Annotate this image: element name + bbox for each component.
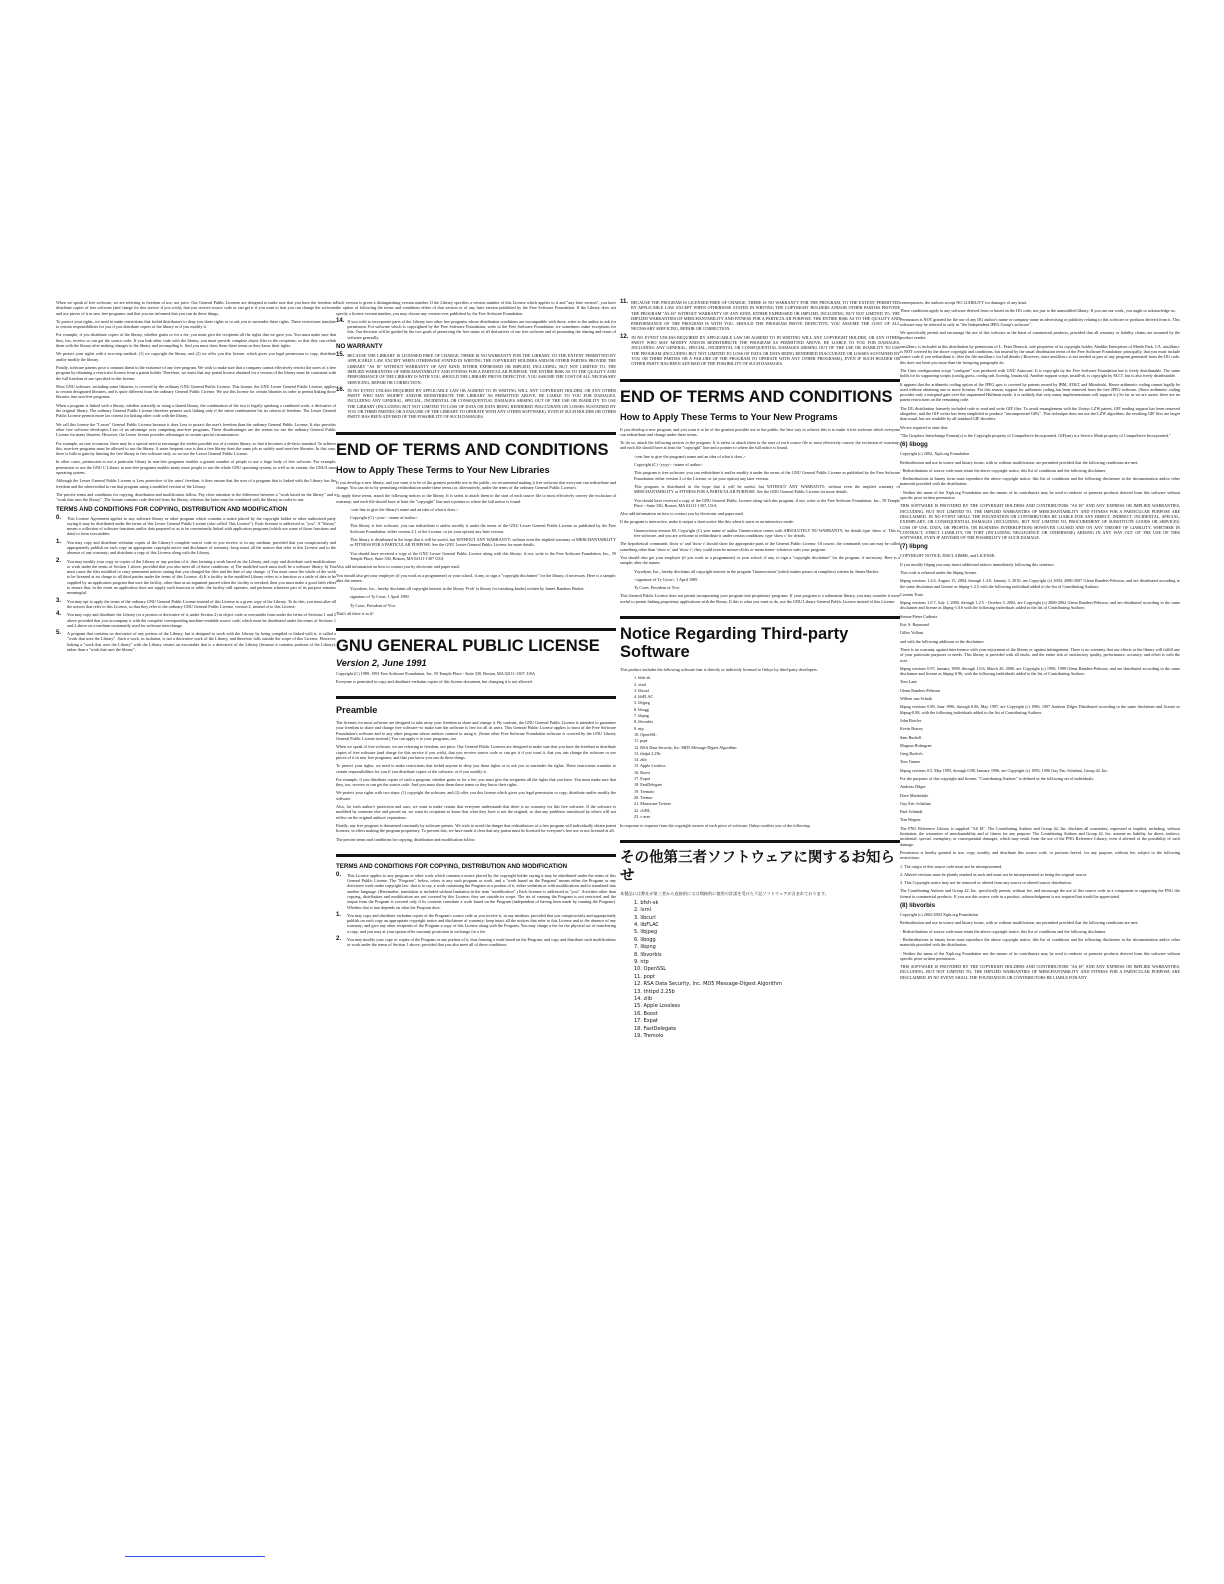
clause-number: 0. — [336, 871, 342, 878]
list-item: 23. c-ares — [634, 813, 651, 819]
paragraph: 3. This Copyright notice may not be removed or altered from any source or altered source distribution. — [900, 880, 1072, 886]
list-item: 7. libpng — [634, 713, 649, 719]
paragraph: Yoyodyne, Inc., hereby disclaims all copyright interest in the library 'Frob' (a library for tweaking knobs) written by James Random Hacker. — [350, 586, 585, 592]
gpl-sample-disclaimer — [620, 569, 900, 591]
numbered-clause — [56, 631, 336, 652]
list-item: 17. Expat — [634, 776, 651, 782]
paragraph: Copyright (C) <year> <name of author> — [350, 515, 418, 521]
paragraph: If you develop a new library, and you want it to be of the greatest possible use to the public, we recommend making it free software that everyone can redistribute and change. You can do so by permitting redistribution under these terms (or, alternatively, under the terms of the ordinary General Public License). — [336, 479, 616, 490]
list-item: 16. Boost — [634, 1010, 658, 1017]
paragraph: If you develop a new program, and you want it to be of the greatest possible use to the public, the best way to achieve this is to make it free software which everyone can redistribute and change under these terms. — [620, 426, 900, 437]
section-rule — [336, 628, 616, 631]
gpl-end-title: END OF TERMS AND CONDITIONS — [620, 387, 893, 406]
paragraph: Each version is given a distinguishing version number. If the Library specifies a version number of this License which applies to it and "any later version", you have the option of following the terms and conditions either of that version or of any later version published by the Free Software Foundation. If the Library does not specify a license version number, you may choose any version ever published by the Free Software Foundation. — [336, 300, 616, 316]
gpl-interactive-paragraph: If the program is interactive, make it output a short notice like this when it starts in an interactive mode: — [620, 519, 794, 525]
clause-text: You may modify your copy or copies of the Program or any portion of it, thus forming a work based on the Program, and copy and distribute such modifications or work under the terms of Section 1 above, provided that you also meet all of these conditions: — [347, 937, 616, 948]
paragraph: Glenn Randers-Pehrson — [900, 687, 940, 693]
gpl-final-paragraph: This General Public License does not permit incorporating your program into proprietary programs. If your program is a subroutine library, you may consider it more useful to permit linking proprietary applications with the library. If this is what you want to do, use the GNU Library General Public License instead of this License. — [620, 593, 900, 604]
numbered-clause — [336, 937, 616, 948]
ijg-paragraphs — [900, 300, 1180, 438]
paragraph: - Redistributions of source code must retain the above copyright notice, this list of conditions and the following disclaimer. — [900, 467, 1107, 473]
clause-text: This License applies to any program or other work which contains a notice placed by the copyright holder saying it may be distributed under the terms of this General Public License. The "Program", below, refers to any such program or work, and a "work based on the Program" means either the Program or any derivative work under copyright law: that is to say, a work containing the Program or a portion of it, either verbatim or with modifications and/or translated into another language. (Hereinafter, translation is included without limitation in the term "modification".) Each licensee is addressed as "you". Activities other than copying, distribution and modification are not covered by this License; they are outside its scope. The act of running the Program is not restricted, and the output from the Program is covered only if its contents constitute a work based on the Program (independent of having been made by running the Program). Whether that is true depends on what the Program does. — [347, 872, 616, 910]
column-4 — [900, 300, 1180, 983]
paragraph: THIS SOFTWARE IS PROVIDED BY THE COPYRIGHT HOLDERS AND CONTRIBUTORS "AS IS" AND ANY EXPRESS OR IMPLIED WARRANTIES, INCLUDING, BUT NOT LIMITED TO, THE IMPLIED WARRANTIES OF MERCHANTABILITY AND FITNESS FOR A PARTICULAR PURPOSE ARE DISCLAIMED. IN NO EVENT SHALL THE FOUNDATION OR CONTRIBUTORS BE LIABLE FOR ANY DIRECT, INDIRECT, INCIDENTAL, SPECIAL, EXEMPLARY, OR CONSEQUENTIAL DAMAGES (INCLUDING, BUT NOT LIMITED TO, PROCUREMENT OF SUBSTITUTE GOODS OR SERVICES; LOSS OF USE, DATA, OR PROFITS; OR BUSINESS INTERRUPTION) HOWEVER CAUSED AND ON ANY THEORY OF LIABILITY, WHETHER IN CONTRACT, STRICT LIABILITY, OR TORT (INCLUDING NEGLIGENCE OR OTHERWISE) ARISING IN ANY WAY OUT OF THE USE OF THIS SOFTWARE, EVEN IF ADVISED OF THE POSSIBILITY OF SUCH DAMAGE. — [900, 503, 1180, 541]
clause-text: IN NO EVENT UNLESS REQUIRED BY APPLICABLE LAW OR AGREED TO IN WRITING WILL ANY COPYRIGHT HOLDER, OR ANY OTHER PARTY WHO MAY MODIFY AND/OR REDISTRIBUTE THE LIBRARY AS PERMITTED ABOVE, BE LIABLE TO YOU FOR DAMAGES, INCLUDING ANY GENERAL, SPECIAL, INCIDENTAL OR CONSEQUENTIAL DAMAGES ARISING OUT OF THE USE OR INABILITY TO USE THE LIBRARY (INCLUDING BUT NOT LIMITED TO LOSS OF DATA OR DATA BEING RENDERED INACCURATE OR LOSSES SUSTAINED BY YOU OR THIRD PARTIES OR A FAILURE OF THE LIBRARY TO OPERATE WITH ANY OTHER SOFTWARE), EVEN IF SUCH HOLDER OR OTHER PARTY HAS BEEN ADVISED OF THE POSSIBILITY OF SUCH DAMAGES. — [347, 387, 616, 420]
libpng-title: (7) libpng — [900, 543, 928, 551]
paragraph: Tom Tanner — [900, 759, 921, 765]
list-item: 17. Expat — [634, 1018, 658, 1025]
paragraph: Kevin Bracey — [900, 726, 924, 732]
paragraph: "The Graphics Interchange Format(c) is the Copyright property of CompuServe Incorporated. GIF(sm) is a Service Mark property of CompuServe Incorporated." — [900, 432, 1171, 438]
paragraph: There is no warranty against interference with your enjoyment of the library or against infringement. There is no warranty that our efforts or the library will fulfill any of your particular purposes or needs. This library is provided with all faults, and the entire risk of satisfactory quality, performance, accuracy, and effort is with the user. — [900, 646, 1180, 663]
gpl-notice-block — [620, 454, 900, 508]
list-item: 15. Apple Lossless — [634, 1003, 681, 1010]
list-item: 12. RSA Data Security, Inc. MD5 Message-Digest Algorithm — [634, 981, 782, 988]
paragraph: libpng versions 1.0.7, July 1, 2000, through 1.2.5 - October 3, 2002, are Copyright (c) 2000-2002 Glenn Randers-Pehrson, and are distributed according to the same disclaimer and license as libpng-1.0.6 with the following individuals added to the list of Contributing Authors: — [900, 600, 1180, 611]
paragraph: COPYRIGHT NOTICE, DISCLAIMER, and LICENSE: — [900, 553, 996, 559]
third-party-software-list — [620, 675, 900, 819]
list-item: 8. libvorbis — [634, 719, 654, 725]
paragraph: Finally, software patents pose a constant threat to the existence of any free program. We wish to make sure that a company cannot effectively restrict the users of a free program by obtaining a restrictive license from a patent holder. Therefore, we insist that any patent license obtained for a version of the library must be consistent with the full freedom of use specified in this license. — [56, 364, 336, 381]
lgpl-notice-block — [336, 507, 616, 561]
list-item: 9. ntp — [634, 958, 649, 965]
paragraph: Permission is hereby granted to use, copy, modify, and distribute this source code, or portions hereof, for any purpose, without fee, subject to the following restrictions: — [900, 849, 1180, 861]
list-item: 3. libcurl — [634, 914, 656, 921]
paragraph: This code is released under the libpng license. — [900, 569, 978, 575]
list-item: 14. zlib — [634, 757, 647, 763]
paragraph: Willem van Schaik — [900, 696, 932, 702]
column-1 — [56, 300, 336, 655]
clause-number: 2. — [336, 936, 342, 943]
libogg-title: (6) libogg — [900, 441, 928, 449]
paragraph: ansi2knr.c is included in this distribution by permission of L. Peter Deutsch, sole proprietor of its copyright holder, Aladdin Enterprises of Menlo Park, CA. ansi2knr.c is NOT covered by the above copyright and conditions, but instead by the usual distribution terms of the Free Software Foundation; principally, that you must include source code if you redistribute it. (See the file ansi2knr.c for full details.) However, since ansi2knr.c is not needed as part of any program generated from the IJG code, this does not limit you more than the foregoing paragraphs do. — [900, 343, 1180, 365]
paragraph: Redistribution and use in source and binary forms, with or without modification, are permitted provided that the following conditions are met: — [900, 459, 1139, 465]
list-item: 4. libFLAC — [634, 694, 654, 700]
paragraph: This library is distributed in the hope that it will be useful, but WITHOUT ANY WARRANTY; without even the implied warranty of MERCHANTABILITY or FITNESS FOR A PARTICULAR PURPOSE. See the GNU Lesser General Public License for more details. — [350, 537, 616, 548]
paragraph: We call this license the "Lesser" General Public License because it does Less to protect the user's freedom than the ordinary General Public License. It also provides other free software developers Less of an advantage over competing non-free programs. These disadvantages are the reason we use the ordinary General Public License for many libraries. However, the Lesser license provides advantages in certain special circumstances. — [56, 421, 336, 438]
third-party-response: In response to requests from the copyright owners of each piece of software, Onkyo notifies you of the following: — [620, 823, 811, 829]
paragraph: For example, if you distribute copies of such a program, whether gratis or for a fee, you must give the recipients all the rights that you have. You must make sure that they, too, receive or can get the source code. And you must show them these terms so they know their rights. — [336, 776, 616, 788]
lgpl-sample-disclaimer — [336, 586, 616, 608]
clause-text: This License Agreement applies to any software library or other program which contains a notice placed by the copyright holder or other authorized party saying it may be distributed under the terms of this Lesser General Public License (also called "this License"). Each licensee is addressed as "you". A "library" means a collection of software functions and/or data prepared so as to be conveniently linked with application programs (which use some of those functions and data) to form executables. — [67, 515, 336, 537]
list-item: 11. popt — [634, 973, 655, 980]
paragraph: Sam Bushell — [900, 734, 922, 740]
clause-number: 3. — [56, 597, 62, 604]
paragraph: libpng versions 0.97, January 1998, through 1.0.6, March 20, 2000, are Copyright (c) 1998, 1999 Glenn Randers-Pehrson, and are distributed according to the same disclaimer and license as libpng-0.96, with the following individuals added to the list of Contributing Authors: — [900, 665, 1180, 677]
paragraph: John Bowler — [900, 717, 922, 723]
numbered-clause — [620, 335, 900, 367]
clause-text: IN NO EVENT UNLESS REQUIRED BY APPLICABLE LAW OR AGREED TO IN WRITING WILL ANY COPYRIGHT HOLDER, OR ANY OTHER PARTY WHO MAY MODIFY AND/OR REDISTRIBUTE THE PROGRAM AS PERMITTED ABOVE, BE LIABLE TO YOU FOR DAMAGES, INCLUDING ANY GENERAL, SPECIAL, INCIDENTAL OR CONSEQUENTIAL DAMAGES ARISING OUT OF THE USE OR INABILITY TO USE THE PROGRAM (INCLUDING BUT NOT LIMITED TO LOSS OF DATA OR DATA BEING RENDERED INACCURATE OR LOSSES SUSTAINED BY YOU OR THIRD PARTIES OR A FAILURE OF THE PROGRAM TO OPERATE WITH ANY OTHER PROGRAMS), EVEN IF SUCH HOLDER OR OTHER PARTY HAS BEEN ADVISED OF THE POSSIBILITY OF SUCH DAMAGES. — [631, 334, 900, 367]
paragraph: You should have received a copy of the GNU Lesser General Public License along with this library; if not, write to the Free Software Foundation, Inc., 59 Temple Place, Suite 330, Boston, MA 02111-1307 USA — [350, 550, 616, 561]
paragraph: Copyright (C) <yyyy> <name of author> — [634, 462, 703, 468]
list-item: 7. libpng — [634, 944, 656, 951]
paragraph: This library is free software; you can redistribute it and/or modify it under the terms of the GNU Lesser General Public License as published by the Free Software Foundation; either version 2.1 of the License, or (at your option) any later version. — [350, 523, 616, 534]
clause-number: 15. — [336, 352, 345, 359]
lgpl-end-title: END OF TERMS AND CONDITIONS — [336, 440, 609, 459]
clause-text: You may copy and distribute the Library (or a portion or derivative of it, under Section 2) in object code or executable form under the terms of Sections 1 and 2 above provided that you accompany it with the complete corresponding machine-readable source code, which must be distributed under the terms of Sections 1 and 2 above on a medium customarily used for software interchange. — [67, 612, 336, 628]
clause-text: You may copy and distribute verbatim copies of the Library's complete source code as you receive it, in any medium, provided that you conspicuously and appropriately publish on each copy an appropriate copyright notice and disclaimer of warranty; keep intact all the notices that refer to this License and to the absence of any warranty; and distribute a copy of this License along with the Library. — [67, 539, 336, 556]
paragraph: Andreas Dilger — [900, 784, 926, 790]
paragraph: Paul Schmidt — [900, 809, 923, 815]
gpl-terms-heading: TERMS AND CONDITIONS FOR COPYING, DISTRIBUTION AND MODIFICATION — [336, 862, 568, 870]
gpl-terms-items — [336, 873, 616, 948]
paragraph: <one line to give the library's name and an idea of what it does.> — [350, 506, 459, 512]
paragraph: 1. The origin of this source code must not be misrepresented. — [900, 863, 1003, 869]
list-item: 11. popt — [634, 738, 648, 744]
clause-text: BECAUSE THE LIBRARY IS LICENSED FREE OF CHARGE, THERE IS NO WARRANTY FOR THE LIBRARY, TO THE EXTENT PERMITTED BY APPLICABLE LAW. EXCEPT WHEN OTHERWISE STATED IN WRITING THE COPYRIGHT HOLDERS AND/OR OTHER PARTIES PROVIDE THE LIBRARY "AS IS" WITHOUT WARRANTY OF ANY KIND, EITHER EXPRESSED OR IMPLIED, INCLUDING, BUT NOT LIMITED TO, THE IMPLIED WARRANTIES OF MERCHANTABILITY AND FITNESS FOR A PARTICULAR PURPOSE. THE ENTIRE RISK AS TO THE QUALITY AND PERFORMANCE OF THE LIBRARY IS WITH YOU. SHOULD THE LIBRARY PROVE DEFECTIVE, YOU ASSUME THE COST OF ALL NECESSARY SERVICING, REPAIR OR CORRECTION. — [347, 353, 616, 385]
paragraph: You should have received a copy of the GNU General Public License along with this program; if not, write to the Free Software Foundation, Inc., 59 Temple Place - Suite 330, Boston, MA 02111-1307, USA. — [634, 497, 900, 508]
paragraph: <signature of Ty Coon>, 1 April 1989 — [634, 576, 698, 582]
numbered-clause — [336, 319, 616, 340]
paragraph: signature of Ty Coon, 1 April 1990 — [350, 594, 409, 600]
lgpl-warranty-items — [336, 353, 616, 420]
list-item: 18. FastDelegate — [634, 1025, 677, 1032]
paragraph: It appears that the arithmetic coding option of the JPEG spec is covered by patents owned by IBM, AT&T, and Mitsubishi. Hence arithmetic coding cannot legally be used without obtaining one or more licenses. For this reason, support for arithmetic coding has been removed from the free JPEG software. (Since arithmetic coding provides only a marginal gain over the unpatented Huffman mode, it is unlikely that very many implementations will support it.) So far as we are aware, there are no patent restrictions on the remaining code. — [900, 381, 1180, 403]
paragraph: For the purposes of this copyright and license, "Contributing Authors" is defined as the following set of individuals: — [900, 776, 1095, 781]
numbered-clause — [56, 516, 336, 537]
numbered-clause — [336, 913, 616, 934]
paragraph: Simon-Pierre Cadieux — [900, 613, 938, 619]
paragraph: libpng versions 0.5, May 1995, through 0.88, January 1996, are Copyright (c) 1995, 1996 Guy Eric Schalnat, Group 42, Inc. — [900, 767, 1109, 773]
paragraph: consequences, the authors accept NO LIABILITY for damages of any kind. — [900, 300, 1027, 305]
clause-number: 14. — [336, 317, 345, 324]
paragraph: When we speak of free software, we are referring to freedom of use, not price. Our General Public Licenses are designed to make sure that you have the freedom to distribute copies of free software (and charge for this service if you wish); that you receive source code or can get it if you want it; that you can change the software and use pieces of it in new free programs; and that you are informed that you can do these things. — [56, 300, 336, 316]
gpl-interactive-notice — [620, 528, 900, 539]
lgpl-terms-items — [56, 516, 336, 653]
jp-software-list — [620, 900, 900, 1040]
paragraph: libpng versions 0.89, June 1996, through 0.96, May 1997, are Copyright (c) 1996, 1997 Andreas Dilger Distributed according to the same disclaimer and license as libpng-0.88, with the following individuals added to the list of Contributing Authors: — [900, 704, 1180, 715]
paragraph: This program is distributed in the hope that it will be useful, but WITHOUT ANY WARRANTY; without even the implied warranty of MERCHANTABILITY or FITNESS FOR A PARTICULAR PURPOSE. See the GNU General Public License for more details. — [634, 483, 900, 495]
gpl-warranty-items — [620, 300, 900, 367]
paragraph: - Redistributions in binary form must reproduce the above copyright notice, this list of conditions and the following disclaimer in the documentation and/or other materials provided with the distribution. — [900, 936, 1180, 948]
clause-text: You may modify your copy or copies of the Library or any portion of it, thus forming a work based on the Library, and copy and distribute such modifications or work under the terms of Section 1 above, provided that you also meet all of these conditions: a) The modified work must itself be a software library. b) You must cause the files modified to carry prominent notices stating that you changed the files and the date of any change. c) You must cause the whole of the work to be licensed at no charge to all third parties under the terms of this License. d) If a facility in the modified Library refers to a function or a table of data to be supplied by an application program that uses the facility, other than as an argument passed when the facility is invoked, then you must make a good faith effort to ensure that, in the event an application does not supply such function or table, the facility still operates, and performs whatever part of its purpose remains meaningful. — [67, 558, 336, 596]
clause-number: 1. — [56, 538, 62, 545]
section-rule — [620, 616, 900, 619]
section-rule — [336, 432, 616, 435]
paragraph: Guy Eric Schalnat — [900, 800, 931, 806]
numbered-clause — [56, 559, 336, 596]
thats-all-text: That's all there is to it! — [336, 610, 374, 616]
clause-number: 1. — [336, 911, 342, 918]
gpl-how-to-title: How to Apply These Terms to Your New Programs — [620, 411, 838, 422]
clause-text: You may copy and distribute verbatim copies of the Program's source code as you receive it, in any medium, provided that you conspicuously and appropriately publish on each copy an appropriate copyright notice and disclaimer of warranty; keep intact all the notices that refer to this License and to the absence of any warranty; and give any other recipients of the Program a copy of this License along with the Program. You may charge a fee for the physical act of transferring a copy, and you may at your option offer warranty protection in exchange for a fee. — [347, 912, 616, 934]
paragraph: The precise terms and conditions for copying, distribution and modification follow. — [336, 836, 476, 842]
list-item: 2. lxml — [634, 907, 651, 914]
paragraph: and with the following additions to the disclaimer: — [900, 638, 985, 644]
section-rule — [336, 696, 616, 699]
paragraph: To do so, attach the following notices to the program. It is safest to attach them to the start of each source file to most effectively convey the exclusion of warranty; and each file should have at least the "copyright" line and a pointer to where the full notice is found. — [620, 440, 900, 451]
lgpl-employer-paragraph: You should also get your employer (if you work as a programmer) or your school, if any, to sign a "copyright disclaimer" for the library, if necessary. Here is a sample; alter the names: — [336, 572, 616, 583]
list-item: 19. Tremolo — [634, 1033, 664, 1040]
list-item: 6. libogg — [634, 706, 649, 712]
list-item: 12. RSA Data Security, Inc. MD5 Message-Digest Algorithm — [634, 744, 737, 750]
lgpl-item-14 — [336, 319, 616, 340]
section-rule — [336, 854, 616, 857]
libvorbis-title: (8) libvorbis — [900, 902, 936, 910]
third-party-notice-title: Notice Regarding Third-party Software — [620, 624, 849, 661]
paragraph: Tom Lane — [900, 679, 918, 685]
paragraph: The Contributing Authors and Group 42, Inc. specifically permit, without fee, and encourage the use of this source code as a component to supporting the PNG file format in commercial products. If you use this source code in a product, acknowledgment is not required but would be appreciated. — [900, 888, 1180, 899]
lgpl-how-to-title: How to Apply These Terms to Your New Libraries — [336, 464, 550, 475]
no-warranty-heading: NO WARRANTY — [336, 343, 383, 351]
clause-text: If you wish to incorporate parts of the Library into other free programs whose distribution conditions are incompatible with these, write to the author to ask for permission. For software which is copyrighted by the Free Software Foundation, write to the Free Software Foundation; we sometimes make exceptions for this. Our decision will be guided by the two goals of preserving the free status of all derivatives of our free software and of promoting the sharing and reuse of software generally. — [347, 318, 616, 340]
clause-number: 11. — [620, 299, 629, 305]
libogg-paragraphs — [900, 451, 1180, 540]
jp-notice-title: その他第三者ソフトウェアに関するお知らせ — [620, 850, 895, 885]
list-item: 1. bfsh-sk — [634, 675, 651, 681]
list-item: 10. OpenSSL — [634, 966, 667, 973]
section-rule — [620, 379, 900, 382]
paragraph: We protect your rights with two steps: (1) copyright the software, and (2) offer you this license which gives you legal permission to copy, distribute and/or modify the software. — [336, 790, 616, 801]
list-item: 1. bfsh-sk — [634, 899, 659, 906]
list-item: 15. Apple Lossless — [634, 763, 666, 769]
list-item: 8. libvorbis — [634, 951, 662, 958]
third-party-intro: This product includes the following software that is directly or indirectly licensed to Onkyo by third-party developers. — [620, 666, 818, 672]
list-item: 3. libcurl — [634, 687, 650, 693]
list-item: 13. thttpd 2.25b — [634, 750, 661, 756]
paragraph: <one line to give the program's name and an idea of what it does.> — [634, 453, 746, 459]
column-3 — [620, 300, 900, 1043]
list-item: 22. cURL — [634, 807, 651, 813]
paragraph: Copyright (c) 2002-2004 Xiph.org Foundation — [900, 912, 978, 918]
list-item: 6. libogg — [634, 936, 656, 943]
paragraph: This program is free software; you can redistribute it and/or modify it under the terms of the GNU General Public License as published by the Free Software Foundation; either version 2 of the License, or (at your option) any later version. — [634, 470, 900, 481]
lgpl-terms-heading: TERMS AND CONDITIONS FOR COPYING, DISTRIBUTION AND MODIFICATION — [56, 505, 288, 513]
paragraph: We protect your rights with a two-step method: (1) we copyright the library, and (2) we offer you this license, which gives you legal permission to copy, distribute and/or modify the library. — [56, 351, 336, 362]
gpl-hypothetical-paragraph: The hypothetical commands 'show w' and 'show c' should show the appropriate parts of the General Public License. Of course, the commands you use may be called something other than 'show w' and 'show c'; they could even be mouse-clicks or menu items--whatever suits your program. — [620, 541, 900, 552]
clause-number: 5. — [56, 630, 62, 637]
lgpl-intro-paragraphs — [56, 300, 336, 503]
paragraph: These conditions apply to any software derived from or based on the IJG code, not just to the unmodified library. If you use our work, you ought to acknowledge us. — [900, 308, 1176, 314]
paragraph: The precise terms and conditions for copying, distribution and modification follow. Pay close attention to the difference between a "work based on the library" and a "work that uses the library". The former contains code derived from the library, whereas the latter must be combined with the library in order to run. — [56, 491, 336, 503]
numbered-clause — [336, 873, 616, 910]
paragraph: Dave Martindale — [900, 792, 929, 798]
paragraph: Tim Wegner — [900, 817, 921, 823]
paragraph: When we speak of free software, we are referring to freedom, not price. Our General Public Licenses are designed to make sure that you have the freedom to distribute copies of free software (and charge for this service if you wish), that you receive source code or can get it if you want it, that you can change the software or use pieces of it in new free programs; and that you know you can do these things. — [336, 744, 616, 760]
list-item: 5. libjpeg — [634, 700, 650, 706]
list-item: 16. Boost — [634, 769, 651, 775]
clause-number: 4. — [56, 611, 62, 618]
column-2 — [336, 300, 616, 951]
paragraph: Gnomovision version 69, Copyright (C) year name of author Gnomovision comes with ABSOLUTELY NO WARRANTY; for details type 'show w'. This is free software, and you are welcome to redistribute it under certain conditions; type 'show c' for details. — [634, 527, 900, 539]
paragraph: If you modify libpng you may insert additional notices immediately following this sentence. — [900, 561, 1055, 567]
section-rule — [620, 840, 900, 843]
clause-number: 2. — [56, 557, 62, 564]
paragraph: Redistribution and use in source and binary forms, with or without modification, are permitted provided that the following conditions are met: — [900, 920, 1139, 926]
gpl-contact-paragraph: Also add information on how to contact you by electronic and paper mail. — [620, 511, 744, 517]
paragraph: Cosmin Truta — [900, 591, 923, 597]
paragraph: To protect your rights, we need to make restrictions that forbid distributors to deny you these rights or to ask you to surrender these rights. These restrictions translate to certain responsibilities for you if you distribute copies of the library or if you modify it. — [56, 318, 336, 330]
list-item: 9. ntp — [634, 725, 644, 731]
paragraph: For example, if you distribute copies of the library, whether gratis or for a fee, you must give the recipients all the rights that we gave you. You must make sure that they, too, receive or can get the source code. If you link other code with the library, you must provide complete object files to the recipients, so that they can relink them with the library after making changes to the library and recompiling it. And you must show them these terms so they know their rights. — [56, 332, 336, 349]
preamble-title: Preamble — [336, 705, 378, 716]
clause-number: 12. — [620, 333, 629, 340]
gpl-version: Version 2, June 1991 — [336, 658, 427, 669]
paragraph: - Neither the name of the Xiph.org Foundation nor the names of its contributors may be used to endorse or promote products derived from this software without specific prior written permission. — [900, 950, 1180, 961]
gpl-copyright: Copyright (C) 1989, 1991 Free Software Foundation, Inc. 59 Temple Place - Suite 330, Boston, MA 02111-1307, USA — [336, 670, 536, 676]
list-item: 14. zlib — [634, 995, 653, 1002]
paragraph: Gilles Vollant — [900, 630, 923, 636]
paragraph: Most GNU software, including some libraries, is covered by the ordinary GNU General Public License. This license, the GNU Lesser General Public License, applies to certain designated libraries, and is quite different from the ordinary General Public License. We use this license for certain libraries in order to permit linking those libraries into non-free programs. — [56, 383, 336, 400]
list-item: 2. zsnd — [634, 681, 646, 687]
paragraph: Finally, any free program is threatened constantly by software patents. We wish to avoid the danger that redistributors of a free program will individually obtain patent licenses, in effect making the program proprietary. To prevent this, we have made it clear that any patent must be licensed for everyone's free use or not licensed at all. — [336, 822, 616, 834]
lgpl-how-paragraphs — [336, 480, 616, 504]
page-footer-link-rule — [125, 1556, 265, 1557]
list-item: 10. OpenSSL — [634, 731, 657, 737]
paragraph: The Unix configuration script "configure" was produced with GNU Autoconf. It is copyright by the Free Software Foundation but is freely distributable. The same holds for its supporting scripts (config.guess, config.sub, ltconfig, ltmain.sh). Another support script, install-sh, is copyright by M.I.T. but is also freely distributable. — [900, 367, 1180, 379]
numbered-clause — [56, 540, 336, 556]
list-item: 21. Monotone Twister — [634, 801, 671, 807]
paragraph: The IJG distribution formerly included code to read and write GIF files. To avoid entanglement with the Unisys LZW patent, GIF reading support has been removed altogether, and the GIF writer has been simplified to produce "uncompressed GIFs". This technique does not use the LZW algorithm; the resulting GIF files are larger than usual, but are readable by all standard GIF decoders. — [900, 405, 1180, 422]
numbered-clause — [620, 300, 900, 332]
paragraph: Permission is NOT granted for the use of any IJG author's name or company name in advertising or publicity relating to this software or products derived from it. This software may be referred to only as "the Independent JPEG Group's software". — [900, 316, 1180, 327]
paragraph: - Redistributions of source code must retain the above copyright notice, this list of conditions and the following disclaimer. — [900, 928, 1107, 934]
paragraph: To apply these terms, attach the following notices to the library. It is safest to attach them to the start of each source file to most effectively convey the exclusion of warranty; and each file should have at least the "copyright" line and a pointer to where the full notice is found. — [336, 493, 616, 504]
clause-text: You may opt to apply the terms of the ordinary GNU General Public License instead of this License to a given copy of the Library. To do this, you must alter all the notices that refer to this License, so that they refer to the ordinary GNU General Public License, version 2, instead of to this License. — [67, 598, 336, 609]
list-item: 20. Tremor — [634, 794, 653, 800]
numbered-clause — [336, 388, 616, 420]
paragraph: Ty Coon, President of Vice — [350, 602, 396, 608]
paragraph: 2. Altered versions must be plainly marked as such and must not be misrepresented as being the original source. — [900, 871, 1088, 877]
list-item: 13. thttpd 2.25b — [634, 988, 675, 995]
paragraph: Greg Roelofs — [900, 751, 923, 757]
gpl-how-paragraphs — [620, 427, 900, 451]
paragraph: Eric S. Raymond — [900, 622, 929, 628]
paragraph: Also, for each author's protection and ours, we want to make certain that everyone understands that there is no warranty for this free software. If the software is modified by someone else and passed on, we want its recipients to know that what they have is not the original, so that any problems introduced by others will not reflect on the original authors' reputations. — [336, 804, 616, 820]
paragraph: When a program is linked with a library, whether statically or using a shared library, the combination of the two is legally speaking a combined work, a derivative of the original library. The ordinary General Public License therefore permits such linking only if the entire combination fits its criteria of freedom. The Lesser General Public License permits more lax criteria for linking other code with the library. — [56, 402, 336, 419]
paragraph: We specifically permit and encourage the use of this software as the basis of commercial products, provided that all warranty or liability claims are assumed by the product vendor. — [900, 330, 1180, 341]
list-item: 19. Tremolo — [634, 788, 655, 794]
numbered-clause — [56, 599, 336, 610]
paragraph: The PNG Reference Library is supplied "AS IS". The Contributing Authors and Group 42, Inc. disclaim all warranties, expressed or implied, including, without limitation, the warranties of merchantability and of fitness for any purpose. The Contributing Authors and Group 42, Inc. assume no liability for direct, indirect, incidental, special, exemplary, or consequential damages, which may result from the use of the PNG Reference Library, even if advised of the possibility of such damage. — [900, 825, 1180, 847]
clause-number: 16. — [336, 386, 345, 393]
paragraph: In other cases, permission to use a particular library in non-free programs enables a greater number of people to use a large body of free software. For example, permission to use the GNU C Library in non-free programs enables many more people to use the whole GNU operating system, as well as its variant, the GNU/Linux operating system. — [56, 459, 336, 476]
paragraph: To protect your rights, we need to make restrictions that forbid anyone to deny you these rights or to ask you to surrender the rights. These restrictions translate to certain responsibilities for you if you distribute copies of the software, or if you modify it. — [336, 763, 616, 774]
numbered-clause — [336, 353, 616, 385]
paragraph: Ty Coon, President of Vice — [634, 585, 680, 591]
preamble-paragraphs — [336, 720, 616, 842]
numbered-clause — [56, 612, 336, 628]
paragraph: We are required to state that: — [900, 424, 949, 430]
gpl-title: GNU GENERAL PUBLIC LICENSE — [336, 637, 600, 656]
lgpl-contact-paragraph: Also add information on how to contact you by electronic and paper mail. — [336, 564, 460, 570]
gpl-employer-paragraph: You should also get your employer (if you work as a programmer) or your school, if any, to sign a "copyright disclaimer" for the program, if necessary. Here is a sample; alter the names: — [620, 554, 900, 566]
clause-text: A program that contains no derivative of any portion of the Library, but is designed to work with the Library by being compiled or linked with it, is called a "work that uses the Library". Such a work, in isolation, is not a derivative work of the Library, and therefore falls outside the scope of this License. However, linking a "work that uses the Library" with the Library creates an executable that is a derivative of the Library (because it contains portions of the Library), rather than a "work that uses the library". — [67, 631, 336, 653]
paragraph: libpng versions 1.2.6, August 15, 2004, through 1.4.0, January 3, 2010, are Copyright (c) 2004, 2006-2007 Glenn Randers-Pehrson, and are distributed according to the same disclaimer and license as libpng-1.2.5 with the following individual added to the list of Contributing Authors: — [900, 578, 1180, 589]
gpl-everyone: Everyone is permitted to copy and distribute verbatim copies of this license document, but changing it is not allowed. — [336, 678, 533, 684]
libpng-paragraphs — [900, 553, 1180, 899]
paragraph: Yoyodyne, Inc., hereby disclaims all copyright interest in the program 'Gnomovision' (which makes passes at compilers) written by James Hacker. — [634, 568, 880, 574]
clause-text: BECAUSE THE PROGRAM IS LICENSED FREE OF CHARGE, THERE IS NO WARRANTY FOR THE PROGRAM, TO THE EXTENT PERMITTED BY APPLICABLE LAW. EXCEPT WHEN OTHERWISE STATED IN WRITING THE COPYRIGHT HOLDERS AND/OR OTHER PARTIES PROVIDE THE PROGRAM "AS IS" WITHOUT WARRANTY OF ANY KIND, EITHER EXPRESSED OR IMPLIED, INCLUDING, BUT NOT LIMITED TO, THE IMPLIED WARRANTIES OF MERCHANTABILITY AND FITNESS FOR A PARTICULAR PURPOSE. THE ENTIRE RISK AS TO THE QUALITY AND PERFORMANCE OF THE PROGRAM IS WITH YOU. SHOULD THE PROGRAM PROVE DEFECTIVE, YOU ASSUME THE COST OF ALL NECESSARY SERVICING, REPAIR OR CORRECTION. — [631, 300, 900, 332]
paragraph: The licenses for most software are designed to take away your freedom to share and change it. By contrast, the GNU General Public License is intended to guarantee your freedom to share and change free software--to make sure the software is free for all its users. This General Public License applies to most of the Free Software Foundation's software and to any other program whose authors commit to using it. (Some other Free Software Foundation software is covered by the GNU Library General Public License instead.) You can apply it to your programs, too. — [336, 720, 616, 742]
paragraph: - Redistributions in binary form must reproduce the above copyright notice, this list of conditions and the following disclaimer in the documentation and/or other materials provided with the distribution. — [900, 476, 1180, 487]
paragraph: Although the Lesser General Public License is Less protective of the users' freedom, it does ensure that the user of a program that is linked with the Library has the freedom and the wherewithal to run that program using a modified version of the Library. — [56, 478, 336, 489]
paragraph: For example, on rare occasions, there may be a special need to encourage the widest possible use of a certain library, so that it becomes a de-facto standard. To achieve this, non-free programs must be allowed to use the library. A more frequent case is that a free library does the same job as widely used non-free libraries. In this case, there is little to gain by limiting the free library to free software only, so we use the Lesser General Public License. — [56, 440, 336, 457]
paragraph: - Neither the name of the Xiph.org Foundation nor the names of its contributors may be used to endorse or promote products derived from this software without specific prior written permission. — [900, 489, 1180, 501]
clause-number: 0. — [56, 514, 62, 521]
paragraph: Copyright (c) 2002, Xiph.org Foundation — [900, 451, 970, 457]
lgpl-version-paragraph — [336, 300, 616, 316]
jp-notice-intro: 本製品には弊社が第三者から直接的に又は間接的に使用の許諾を受けた下記ソフトウェアが含まれております。 — [620, 891, 829, 897]
libvorbis-paragraphs — [900, 912, 1180, 980]
list-item: 4. libFLAC — [634, 921, 659, 928]
paragraph: Magnus Holmgren — [900, 742, 932, 748]
paragraph: THIS SOFTWARE IS PROVIDED BY THE COPYRIGHT HOLDERS AND CONTRIBUTORS "AS IS" AND ANY EXPRESS OR IMPLIED WARRANTIES, INCLUDING, BUT NOT LIMITED TO, THE IMPLIED WARRANTIES OF MERCHANTABILITY AND FITNESS FOR A PARTICULAR PURPOSE ARE DISCLAIMED. IN NO EVENT SHALL THE FOUNDATION OR CONTRIBUTORS BE LIABLE FOR ANY — [900, 964, 1180, 980]
list-item: 5. libjpeg — [634, 929, 658, 936]
list-item: 18. FastDelegate — [634, 782, 663, 788]
